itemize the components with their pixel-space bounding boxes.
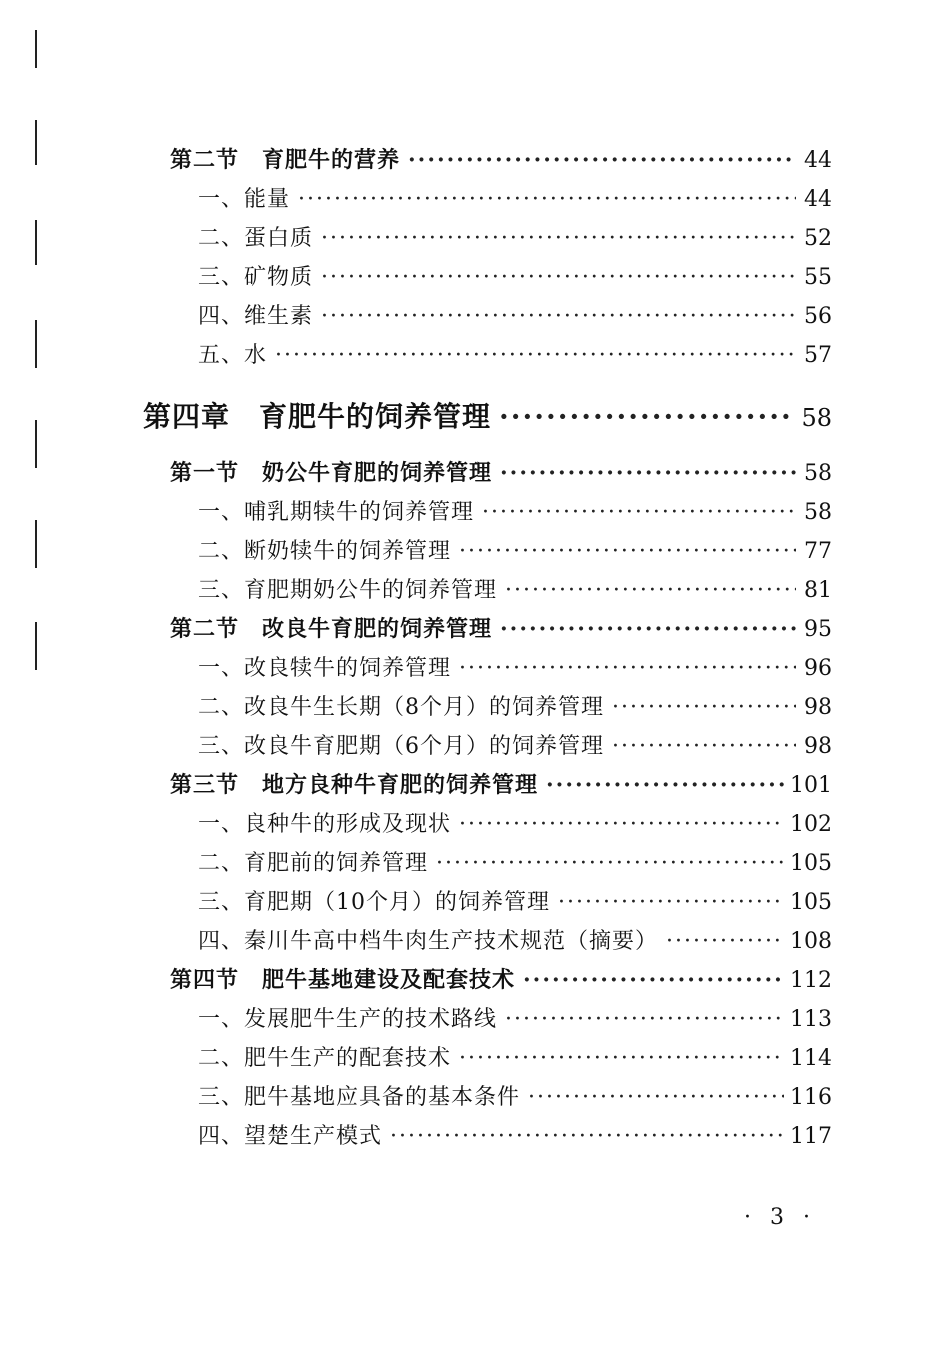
toc-entry-page: 96 bbox=[804, 656, 832, 681]
toc-dot-leader bbox=[505, 1007, 784, 1032]
toc-entry-title: 第二节 育肥牛的营养 bbox=[170, 147, 401, 173]
toc-entry-page: 108 bbox=[790, 929, 832, 954]
binding-edge-mark bbox=[35, 30, 37, 68]
toc-dot-leader bbox=[459, 812, 784, 837]
toc-dot-leader bbox=[275, 343, 796, 368]
toc-dot-leader bbox=[500, 460, 796, 486]
toc-entry-page: 112 bbox=[790, 968, 832, 993]
toc-section-entry bbox=[170, 963, 832, 994]
toc-item-entry bbox=[198, 807, 832, 838]
toc-entry-title: 第三节 地方良种牛育肥的饲养管理 bbox=[170, 772, 539, 798]
toc-entry-title: 三、矿物质 bbox=[198, 265, 314, 290]
toc-entry-page: 52 bbox=[804, 226, 832, 251]
toc-dot-leader bbox=[558, 890, 784, 915]
toc-entry-page: 95 bbox=[804, 617, 832, 642]
toc-entry-title: 四、维生素 bbox=[198, 304, 314, 329]
toc-entry-page: 105 bbox=[790, 890, 832, 915]
toc-entry-page: 114 bbox=[790, 1046, 832, 1071]
toc-dot-leader bbox=[612, 695, 796, 720]
toc-entry-title: 一、能量 bbox=[198, 187, 291, 212]
page-number: · 3 · bbox=[744, 1205, 816, 1230]
toc-item-entry bbox=[198, 1080, 832, 1111]
toc-dot-leader bbox=[459, 1046, 784, 1071]
toc-dot-leader bbox=[523, 967, 784, 993]
toc-item-entry bbox=[198, 924, 832, 955]
toc-dot-leader bbox=[666, 929, 784, 954]
toc-entry-page: 102 bbox=[790, 812, 832, 837]
toc-dot-leader bbox=[500, 616, 796, 642]
toc-entry-title: 四、望楚生产模式 bbox=[198, 1124, 383, 1149]
toc-item-entry bbox=[198, 260, 832, 291]
toc-entry-title: 三、改良牛育肥期（6个月）的饲养管理 bbox=[198, 734, 604, 759]
toc-dot-leader bbox=[482, 500, 796, 525]
toc-dot-leader bbox=[459, 656, 796, 681]
toc-entry-page: 56 bbox=[804, 304, 832, 329]
toc-dot-leader bbox=[505, 578, 796, 603]
toc-entry-title: 三、育肥期（10个月）的饲养管理 bbox=[198, 890, 550, 915]
toc-item-entry bbox=[198, 182, 832, 213]
toc-dot-leader bbox=[612, 734, 796, 759]
toc-dot-leader bbox=[459, 539, 796, 564]
toc-entry-title: 三、肥牛基地应具备的基本条件 bbox=[198, 1085, 521, 1110]
toc-entry-title: 一、发展肥牛生产的技术路线 bbox=[198, 1007, 498, 1032]
toc-item-entry bbox=[198, 221, 832, 252]
toc-entry-title: 第一节 奶公牛育肥的饲养管理 bbox=[170, 460, 493, 486]
toc-entry-page: 113 bbox=[790, 1007, 832, 1032]
binding-edge-mark bbox=[35, 520, 37, 568]
binding-edge-mark bbox=[35, 622, 37, 670]
toc-entry-title: 二、断奶犊牛的饲养管理 bbox=[198, 539, 452, 564]
toc-chapter-entry bbox=[143, 395, 832, 435]
toc-entry-page: 58 bbox=[801, 404, 832, 432]
binding-edge-mark bbox=[35, 220, 37, 265]
toc-entry-page: 117 bbox=[790, 1124, 832, 1149]
toc-entry-page: 44 bbox=[804, 148, 832, 173]
toc-item-entry bbox=[198, 338, 832, 369]
toc-entry-title: 二、蛋白质 bbox=[198, 226, 314, 251]
toc-dot-leader bbox=[546, 772, 784, 798]
toc-item-entry bbox=[198, 573, 832, 604]
toc-dot-leader bbox=[499, 400, 795, 433]
toc-entry-title: 二、肥牛生产的配套技术 bbox=[198, 1046, 452, 1071]
toc-entry-title: 第二节 改良牛育肥的饲养管理 bbox=[170, 616, 493, 642]
toc-dot-leader bbox=[298, 187, 796, 212]
toc-dot-leader bbox=[390, 1124, 784, 1149]
toc-entry-page: 81 bbox=[804, 578, 832, 603]
toc-item-entry bbox=[198, 1119, 832, 1150]
toc-entry-page: 44 bbox=[804, 187, 832, 212]
binding-edge-mark bbox=[35, 320, 37, 368]
toc-item-entry bbox=[198, 534, 832, 565]
toc-section-entry bbox=[170, 768, 832, 799]
toc-item-entry bbox=[198, 495, 832, 526]
toc-section-entry bbox=[170, 456, 832, 487]
toc-entry-page: 57 bbox=[804, 343, 832, 368]
toc-item-entry bbox=[198, 885, 832, 916]
toc-entry-title: 第四节 肥牛基地建设及配套技术 bbox=[170, 967, 516, 993]
toc-dot-leader bbox=[321, 226, 796, 251]
toc-entry-page: 58 bbox=[804, 500, 832, 525]
toc-entry-title: 一、良种牛的形成及现状 bbox=[198, 812, 452, 837]
toc-entry-title: 四、秦川牛高中档牛肉生产技术规范（摘要） bbox=[198, 929, 659, 954]
toc-item-entry bbox=[198, 690, 832, 721]
toc-entry-title: 二、育肥前的饲养管理 bbox=[198, 851, 429, 876]
toc-item-entry bbox=[198, 651, 832, 682]
toc-entry-page: 116 bbox=[790, 1085, 832, 1110]
toc-item-entry bbox=[198, 1041, 832, 1072]
toc-entry-page: 101 bbox=[790, 773, 832, 798]
toc-entry-page: 58 bbox=[804, 461, 832, 486]
toc-entry-title: 一、改良犊牛的饲养管理 bbox=[198, 656, 452, 681]
toc-dot-leader bbox=[436, 851, 784, 876]
toc-entry-title: 第四章 育肥牛的饲养管理 bbox=[143, 400, 492, 433]
toc-item-entry bbox=[198, 299, 832, 330]
toc-item-entry bbox=[198, 1002, 832, 1033]
toc-entry-title: 五、水 bbox=[198, 343, 268, 368]
toc-entry-page: 98 bbox=[804, 695, 832, 720]
toc-item-entry bbox=[198, 729, 832, 760]
toc-entry-page: 77 bbox=[804, 539, 832, 564]
toc-dot-leader bbox=[321, 304, 796, 329]
toc-entry-title: 二、改良牛生长期（8个月）的饲养管理 bbox=[198, 695, 604, 720]
toc-entry-page: 105 bbox=[790, 851, 832, 876]
binding-edge-mark bbox=[35, 120, 37, 165]
toc-entry-title: 三、育肥期奶公牛的饲养管理 bbox=[198, 578, 498, 603]
toc-section-entry bbox=[170, 612, 832, 643]
toc-item-entry bbox=[198, 846, 832, 877]
toc-entry-title: 一、哺乳期犊牛的饲养管理 bbox=[198, 500, 475, 525]
toc-entry-page: 98 bbox=[804, 734, 832, 759]
toc-entry-page: 55 bbox=[804, 265, 832, 290]
toc-dot-leader bbox=[408, 147, 796, 173]
toc-dot-leader bbox=[528, 1085, 784, 1110]
toc-section-entry bbox=[170, 143, 832, 174]
toc-dot-leader bbox=[321, 265, 796, 290]
binding-edge-mark bbox=[35, 420, 37, 468]
